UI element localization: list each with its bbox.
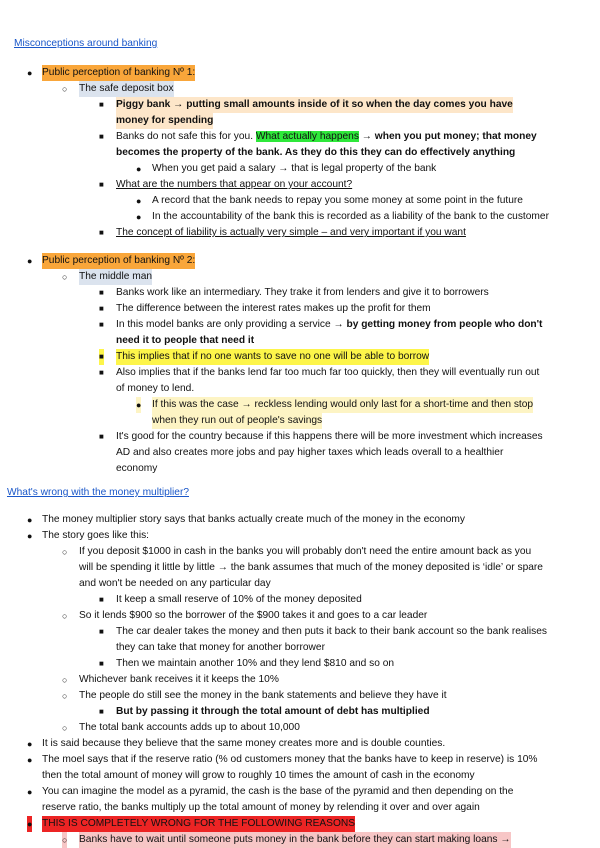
car-dealer-line-1: The car dealer takes the money and then puts it back to their bank account so the bank realises bbox=[116, 626, 547, 637]
bullet-circle: ○ bbox=[62, 547, 68, 557]
bullet-dot: ● bbox=[136, 164, 142, 174]
piggy-bank-line-1: Piggy bank → putting small amounts inside of it so when the day comes you have bbox=[116, 97, 513, 113]
multiplier-story-line: The money multiplier story says that banks actually create much of the money in the economy bbox=[42, 514, 465, 525]
bullet-circle: ○ bbox=[62, 675, 68, 685]
liability-concept-line: The concept of liability is actually very simple – and very important if you want bbox=[116, 227, 466, 238]
perception-1-subheading: The safe deposit box bbox=[79, 81, 174, 97]
reserve-ratio-line-1: The moel says that if the reserve ratio (% od customers money that the banks have to keep in reserve) is 10% bbox=[42, 754, 538, 765]
bullet-square: ■ bbox=[99, 288, 104, 297]
perception-1-heading: Public perception of banking Nº 1: bbox=[42, 65, 195, 81]
bullet-square: ■ bbox=[99, 132, 104, 141]
bullet-square: ■ bbox=[99, 368, 104, 377]
completely-wrong-line: THIS IS COMPLETELY WRONG FOR THE FOLLOWING REASONS bbox=[42, 816, 355, 832]
run-out-line-2: of money to lend. bbox=[116, 383, 195, 394]
lend-810-line: Then we maintain another 10% and they lend $810 and so on bbox=[116, 658, 395, 669]
bullet-square: ■ bbox=[99, 320, 104, 329]
bullet-dot: ● bbox=[27, 739, 33, 749]
bank-property-text: Banks do not safe this for you. bbox=[116, 131, 256, 142]
bullet-dot: ● bbox=[27, 256, 33, 266]
good-for-country-line-1: It's good for the country because if this happens there will be more investment which increases bbox=[116, 431, 543, 442]
no-save-no-borrow-line: This implies that if no one wants to save no one will be able to borrow bbox=[116, 349, 429, 365]
bullet-square: ■ bbox=[99, 707, 104, 716]
bullet-square: ■ bbox=[99, 432, 104, 441]
reckless-lending-line-2: when they run out of people's savings bbox=[152, 413, 322, 429]
bullet-dot: ● bbox=[27, 816, 32, 832]
bullet-circle: ○ bbox=[62, 84, 68, 94]
debt-multiplied-line: But by passing it through the total amount of debt has multiplied bbox=[116, 706, 430, 717]
pyramid-line-1: You can imagine the model as a pyramid, the cash is the base of the pyramid and then depending on the bbox=[42, 786, 514, 797]
record-line: A record that the bank needs to repay you some money at some point in the future bbox=[152, 195, 523, 206]
bullet-circle: ○ bbox=[62, 611, 68, 621]
perception-2-subheading: The middle man bbox=[79, 269, 152, 285]
car-dealer-line-2: they can take that money for another borrower bbox=[116, 642, 325, 653]
bullet-circle: ○ bbox=[62, 832, 67, 848]
bullet-circle: ○ bbox=[62, 272, 68, 282]
piggy-bank-line-2: money for spending bbox=[116, 113, 213, 129]
total-accounts-line: The total bank accounts adds up to about 10,000 bbox=[79, 722, 300, 733]
bullet-square: ■ bbox=[99, 595, 104, 604]
bullet-circle: ○ bbox=[62, 691, 68, 701]
bullet-dot: ● bbox=[27, 515, 33, 525]
bank-statements-line: The people do still see the money in the bank statements and believe they have it bbox=[79, 690, 447, 701]
account-numbers-question: What are the numbers that appear on your account? bbox=[116, 179, 353, 190]
section-title-money-multiplier[interactable]: What's wrong with the money multiplier? bbox=[7, 487, 189, 498]
good-for-country-line-3: economy bbox=[116, 463, 158, 474]
bullet-dot: ● bbox=[27, 787, 33, 797]
bullet-dot: ● bbox=[136, 196, 142, 206]
reckless-lending-line-1: If this was the case → reckless lending would only last for a short-time and then stop bbox=[152, 397, 533, 413]
intermediary-line: Banks work like an intermediary. They trake it from lenders and give it to borrowers bbox=[116, 287, 489, 298]
passive-reaction-line-1: Banks have to wait until someone puts money in the bank before they can start making loans → bbox=[79, 832, 511, 848]
bullet-dot: ● bbox=[27, 68, 33, 78]
bullet-circle: ○ bbox=[62, 723, 68, 733]
bank-property-line-2: becomes the property of the bank. As they do this they can do effectively anything bbox=[116, 147, 516, 158]
pyramid-line-2: reserve ratio, the banks multiply up the total amount of money by relending it over and over again bbox=[42, 802, 480, 813]
interest-difference-line: The difference between the interest rates makes up the profit for them bbox=[116, 303, 431, 314]
service-model-text: In this model banks are only providing a service → bbox=[116, 319, 347, 330]
keeps-10-line: Whichever bank receives it it keeps the 10% bbox=[79, 674, 279, 685]
deposit-line-3: and won't be needed on any particular day bbox=[79, 578, 271, 589]
bank-property-bold: → when you put money; that money bbox=[358, 131, 537, 142]
what-actually-happens-highlight: What actually happens bbox=[255, 131, 359, 142]
liability-record-line: In the accountability of the bank this is recorded as a liability of the bank to the customer bbox=[152, 211, 549, 222]
bullet-square: ■ bbox=[99, 180, 104, 189]
service-model-line-1 bbox=[116, 317, 542, 333]
bullet-dot: ● bbox=[27, 755, 33, 765]
double-counted-line: It is said because they believe that the same money creates more and is double counties. bbox=[42, 738, 446, 749]
good-for-country-line-2: AD and also creates more jobs and pay higher taxes which leads overall to a healthier bbox=[116, 447, 504, 458]
reserve-10-line: It keep a small reserve of 10% of the money deposited bbox=[116, 594, 362, 605]
service-model-bold: by getting money from people who don't bbox=[346, 319, 543, 330]
bullet-square: ■ bbox=[99, 349, 104, 365]
bullet-square: ■ bbox=[99, 228, 104, 237]
bullet-square: ■ bbox=[99, 100, 104, 109]
run-out-line-1: Also implies that if the banks lend far too much far too quickly, then they will eventually run out bbox=[116, 367, 540, 378]
deposit-line-2: will be spending it little by little → the bank assumes that much of the money deposited is ‘idle’ or spare bbox=[79, 562, 543, 573]
service-model-line-2: need it to people that need it bbox=[116, 335, 255, 346]
bullet-square: ■ bbox=[99, 627, 104, 636]
bullet-square: ■ bbox=[99, 659, 104, 668]
story-goes-line: The story goes like this: bbox=[42, 530, 150, 541]
lends-900-line: So it lends $900 so the borrower of the $900 takes it and goes to a car leader bbox=[79, 610, 428, 621]
bullet-dot: ● bbox=[27, 531, 33, 541]
bank-property-line-1 bbox=[116, 129, 537, 145]
perception-2-heading: Public perception of banking Nº 2: bbox=[42, 253, 195, 269]
bullet-dot: ● bbox=[136, 397, 141, 413]
bullet-square: ■ bbox=[99, 304, 104, 313]
section-title-misconceptions[interactable]: Misconceptions around banking bbox=[14, 38, 158, 49]
salary-line: When you get paid a salary → that is legal property of the bank bbox=[152, 163, 437, 174]
bullet-dot: ● bbox=[136, 212, 142, 222]
deposit-line-1: If you deposit $1000 in cash in the banks you will probably don't need the entire amount back as you bbox=[79, 546, 532, 557]
reserve-ratio-line-2: then the total amount of money will grow to roughly 10 times the amount of cash in the economy bbox=[42, 770, 475, 781]
